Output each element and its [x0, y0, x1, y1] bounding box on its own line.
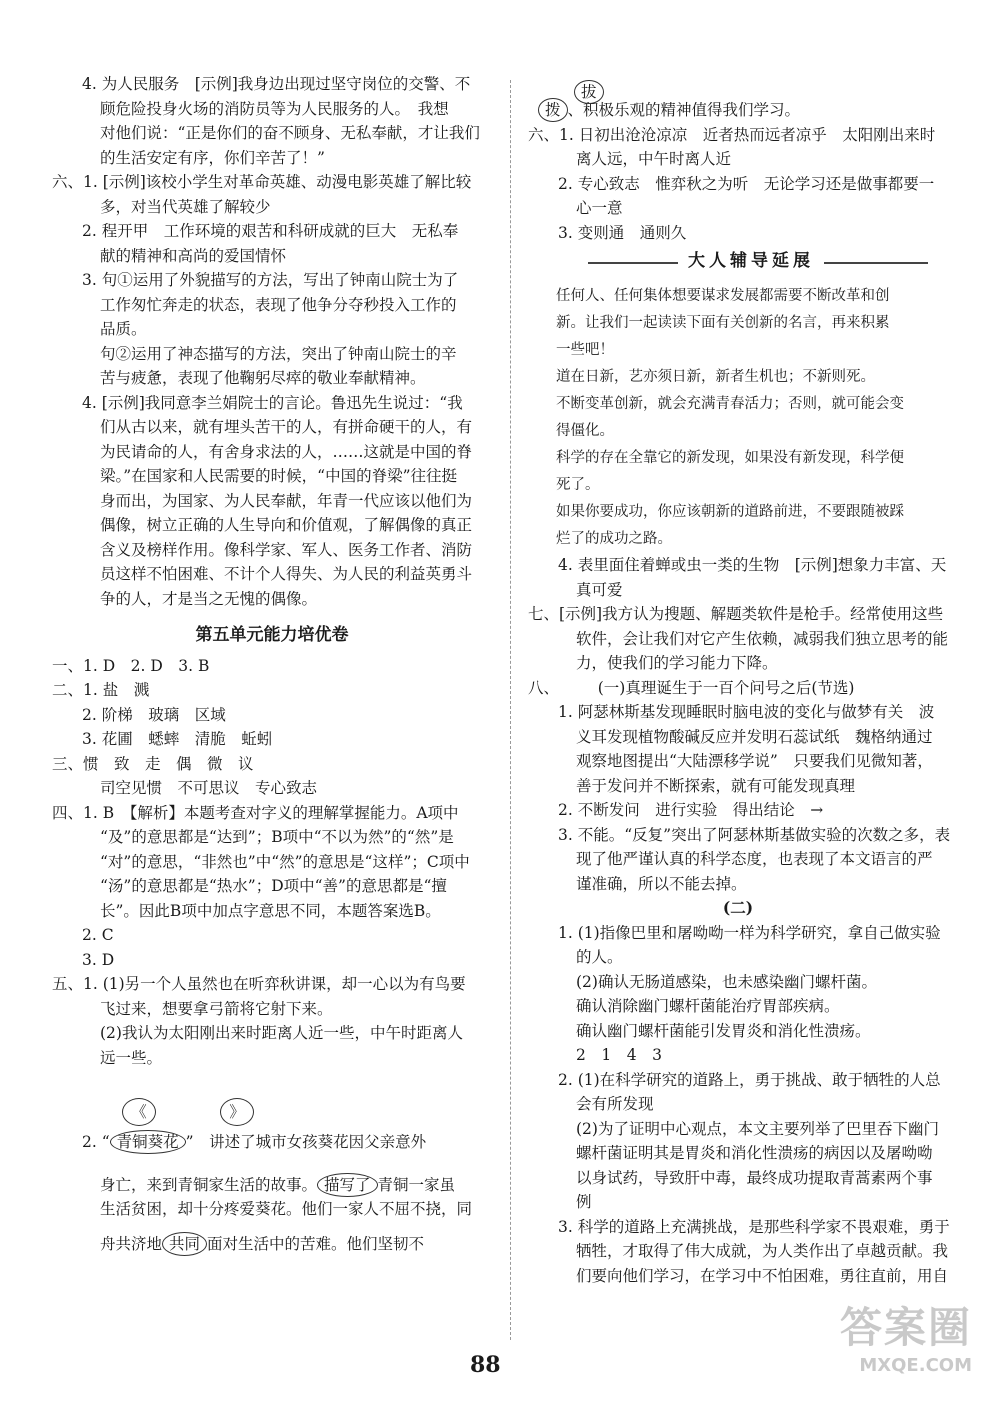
sub-title: (二) [722, 898, 754, 917]
text-line: 3. 花圃 蟋蟀 清脆 蚯蚓 [82, 730, 273, 748]
left-top-answers [52, 72, 492, 611]
watermark-text: 答案圈 [839, 1303, 972, 1352]
text-line: 顾危险投身火场的消防员等为人民服务的人。 我想 [100, 99, 449, 118]
text-line: 为民请命的人，有舍身求法的人，……这就是中国的脊 [100, 442, 473, 461]
text-line: 梁。”在国家和人民需要的时候，“中国的脊梁”往往挺 [100, 467, 458, 485]
extension-line: 科学的存在全靠它的新发现，如果没有新发现，科学便 [556, 450, 904, 466]
text-line: 软件，会让我们对它产生依赖，减弱我们独立思考的能 [576, 629, 949, 648]
right-answers-c [528, 921, 948, 1289]
text-line: 品质。 [100, 320, 147, 338]
extension-line: 烂了的成功之路。 [556, 531, 672, 547]
q2-line-4 [52, 1232, 492, 1257]
text-line: 一、1. D 2. D 3. B [52, 656, 210, 675]
text-line: 2. 专心致志 惟弈秋之为听 无论学习还是做事都要一 [558, 174, 935, 193]
text-line: “对”的意思，“非然也”中“然”的意思是“这样”；C项中 [100, 852, 470, 871]
text-line: 三、惯 致 走 偶 微 议 [52, 754, 254, 773]
text-line: 观察地图提出“大陆漂移学说” 只要我们见微知著， [576, 752, 933, 770]
text-line: 员这样不怕困难、不计个人得失、为人民的利益英勇斗 [100, 565, 473, 583]
q2-line-1 [52, 1130, 492, 1155]
extension-line: 如果你要成功，你应该朝新的道路前进，不要跟随被踩 [556, 504, 904, 520]
right-answers-a [528, 123, 948, 246]
text-line: 2. C [82, 926, 114, 944]
text-line: 身而出，为国家、为人民奉献，年青一代应该以他们为 [100, 491, 473, 510]
text-line: 真可爱 [576, 580, 623, 599]
text-line: 心一意 [576, 199, 623, 217]
text-line: 对他们说：“正是你们的奋不顾身、无私奉献，才让我们 [100, 124, 480, 142]
text-line: 4. 表里面住着蝉或虫一类的生物 [示例]想象力丰富、天 [558, 556, 947, 574]
top-annotation [528, 72, 948, 101]
text-line: 六、1. [示例]该校小学生对革命英雄、动漫电影英雄了解比较 [52, 173, 472, 191]
text-line: 偶像，树立正确的人生导向和价值观，了解偶像的真正 [100, 516, 473, 534]
text-line: 多，对当代英雄了解较少 [100, 197, 271, 216]
text-line: 的生活安定有序，你们辛苦了！” [100, 148, 325, 167]
book-title-mark-open: 《 [122, 1098, 156, 1126]
text-line: 以身试药，导致肝中毒，最终成功提取青蒿素两个事 [576, 1168, 933, 1187]
text-line: 句②运用了神态描写的方法，突出了钟南山院士的辛 [100, 344, 457, 363]
extension-line: 得僵化。 [556, 423, 614, 439]
extension-line: 任何人、任何集体想要谋求发展都需要不断改革和创 [556, 288, 890, 304]
text-line: 4. [示例]我同意李兰娟院士的言论。鲁迅先生说过：“我 [82, 393, 463, 412]
text-line: (2)确认无肠道感染，也未感染幽门螺杆菌。 [576, 972, 877, 991]
text-line: 2 1 4 3 [576, 1046, 662, 1064]
text-line: 2. (1)在科学研究的道路上，勇于挑战、敢于牺牲的人总 [558, 1070, 941, 1089]
text-line: 谨准确，所以不能去掉。 [576, 874, 747, 893]
q2-text: 舟共济地 [100, 1234, 163, 1253]
book-title-mark-close: 》 [220, 1098, 254, 1126]
text-line: 的人。 [576, 948, 623, 966]
text-line: 七、[示例]我方认为搜题、解题类软件是枪手。经常使用这些 [528, 605, 944, 623]
text-line: (2)我认为太阳刚出来时距离人近一些，中午时距离人 [100, 1024, 463, 1042]
q2-line-2 [52, 1173, 492, 1198]
text-line: 会有所发现 [576, 1095, 654, 1113]
circled-char-small: 拔 [574, 80, 604, 104]
text-line: “及”的意思都是“达到”；B项中“不以为然”的“然”是 [100, 828, 454, 846]
circled-char: 拨 [538, 98, 568, 122]
text-line: 飞过来，想要拿弓箭将它射下来。 [100, 999, 333, 1018]
q2-text: ” 讲述了城市女孩葵花因父亲意外 [185, 1133, 427, 1151]
left-bottom-answers [52, 654, 492, 1071]
extension-line: 新。让我们一起读读下面有关创新的名言，再来积累 [556, 315, 890, 331]
q2-text: 青铜一家虽 [377, 1175, 456, 1194]
text-line: 确认消除幽门螺杆菌能治疗胃部疾病。 [576, 997, 840, 1015]
text-line: 司空见惯 不可思议 专心致志 [100, 779, 318, 797]
text-line: 们要向他们学习，在学习中不怕困难，勇往直前，用自 [576, 1266, 949, 1285]
text-line: 献的精神和高尚的爱国情怀 [100, 246, 287, 265]
circled-word: 共同 [162, 1232, 207, 1256]
annotation-marks [52, 1070, 492, 1130]
text-line: 3. 不能。“反复”突出了阿瑟林斯基做实验的次数之多，表 [558, 825, 951, 844]
q2-line-3: 生活贫困，却十分疼爱葵花。他们一家人不屈不挠，同 [100, 1200, 473, 1218]
text-line: 2. 程开甲 工作环境的艰苦和科研成就的巨大 无私奉 [82, 222, 459, 240]
text-line: (2)为了证明中心观点，本文主要列举了巴里吞下幽门 [576, 1119, 939, 1138]
text-line: 工作匆忙奔走的状态，表现了他争分夺秒投入工作的 [100, 295, 457, 314]
text-line: 六、1. 日初出沧沧凉凉 近者热而远者凉乎 太阳刚出来时 [528, 125, 936, 144]
text-line: 4. 为人民服务 [示例]我身边出现过坚守岗位的交警、不 [82, 75, 471, 93]
extension-header [588, 249, 928, 277]
text-line: 们从古以来，就有埋头苦干的人，有拼命硬干的人，有 [100, 418, 473, 436]
text-line: 确认幽门螺杆菌能引发胃炎和消化性溃疡。 [576, 1021, 871, 1040]
text-line: 1. 阿瑟林斯基发现睡眠时脑电波的变化与做梦有关 波 [558, 703, 935, 721]
text-line: 义耳发现植物酸碱反应并发明石蕊试纸 魏格纳通过 [576, 727, 933, 746]
text-line: 3. 句①运用了外貌描写的方法，写出了钟南山院士为了 [82, 271, 459, 289]
text-line: 四、1. B 【解析】本题考查对字义的理解掌握能力。A项中 [52, 803, 459, 822]
right-column [528, 72, 951, 1288]
text-line: 3. 科学的道路上充满挑战，是那些科学家不畏艰难，勇于 [558, 1217, 950, 1236]
text-line: 3. D [82, 950, 115, 969]
text-line: 2. 不断发问 进行实验 得出结论 → [558, 801, 824, 819]
text-line: 含义及榜样作用。像科学家、军人、医务工作者、消防 [100, 540, 473, 559]
page-number: 88 [470, 1352, 501, 1378]
extension-line: 死了。 [556, 477, 600, 493]
text-line: 八、 (一)真理诞生于一百个问号之后(节选) [528, 678, 855, 697]
extension-title: 大人辅导延展 [678, 249, 824, 274]
column-divider [510, 80, 511, 1340]
circled-word: 青铜葵花 [110, 1130, 186, 1154]
watermark-url: MXQE.COM [859, 1355, 972, 1376]
q2-text: 面对生活中的苦难。他们坚韧不 [207, 1234, 425, 1253]
section-title: 第五单元能力培优卷 [195, 625, 349, 645]
text-line: 争的人，才是当之无愧的偶像。 [100, 589, 318, 608]
text-line: 3. 变则通 通则久 [558, 223, 687, 242]
extension-line: 道在日新，艺亦须日新，新者生机也；不新则死。 [556, 369, 875, 385]
text-line: 二、1. 盐 溅 [52, 681, 150, 699]
text-line: 苦与疲惫，表现了他鞠躬尽瘁的敬业奉献精神。 [100, 369, 426, 387]
text-line: 远一些。 [100, 1048, 163, 1067]
text-line: 牺牲，才取得了伟大成就，为人类作出了卓越贡献。我 [576, 1242, 949, 1260]
text-line: 螺杆菌证明其是胃炎和消化性溃疡的病因以及屠呦呦 [576, 1144, 933, 1162]
text-line: 例 [576, 1193, 592, 1211]
text-line: “汤”的意思都是“热水”；D项中“善”的意思都是“擅 [100, 877, 447, 895]
watermark-logo [840, 1295, 972, 1376]
text-line: 现了他严谨认真的科学态度，也表现了本文语言的严 [576, 850, 933, 868]
text-line: 长”。因此B项中加点字意思不同，本题答案选B。 [100, 901, 441, 920]
text-line: 五、1. (1)另一个人虽然也在听弈秋讲课，却一心以为有鸟要 [52, 975, 466, 993]
left-column [52, 72, 492, 1256]
top-text: 、积极乐观的精神值得我们学习。 [567, 101, 801, 119]
text-line: 1. (1)指像巴里和屠呦呦一样为科学研究，拿自己做实验 [558, 923, 941, 942]
circled-word: 描写了 [317, 1173, 378, 1197]
right-answers-b [528, 553, 951, 896]
q2-text: 2. “ [82, 1133, 110, 1151]
extension-line: 一些吧！ [556, 342, 614, 358]
text-line: 力，使我们的学习能力下降。 [576, 654, 778, 672]
extension-box [528, 283, 948, 553]
text-line: 善于发问并不断探索，就有可能发现真理 [576, 776, 856, 795]
extension-line: 不断变革创新，就会充满青春活力；否则，就可能会变 [556, 396, 904, 412]
text-line: 2. 阶梯 玻璃 区域 [82, 705, 226, 724]
q2-text: 身亡，来到青铜家生活的故事。 [100, 1175, 318, 1194]
text-line: 离人远，中午时离人近 [576, 150, 732, 168]
